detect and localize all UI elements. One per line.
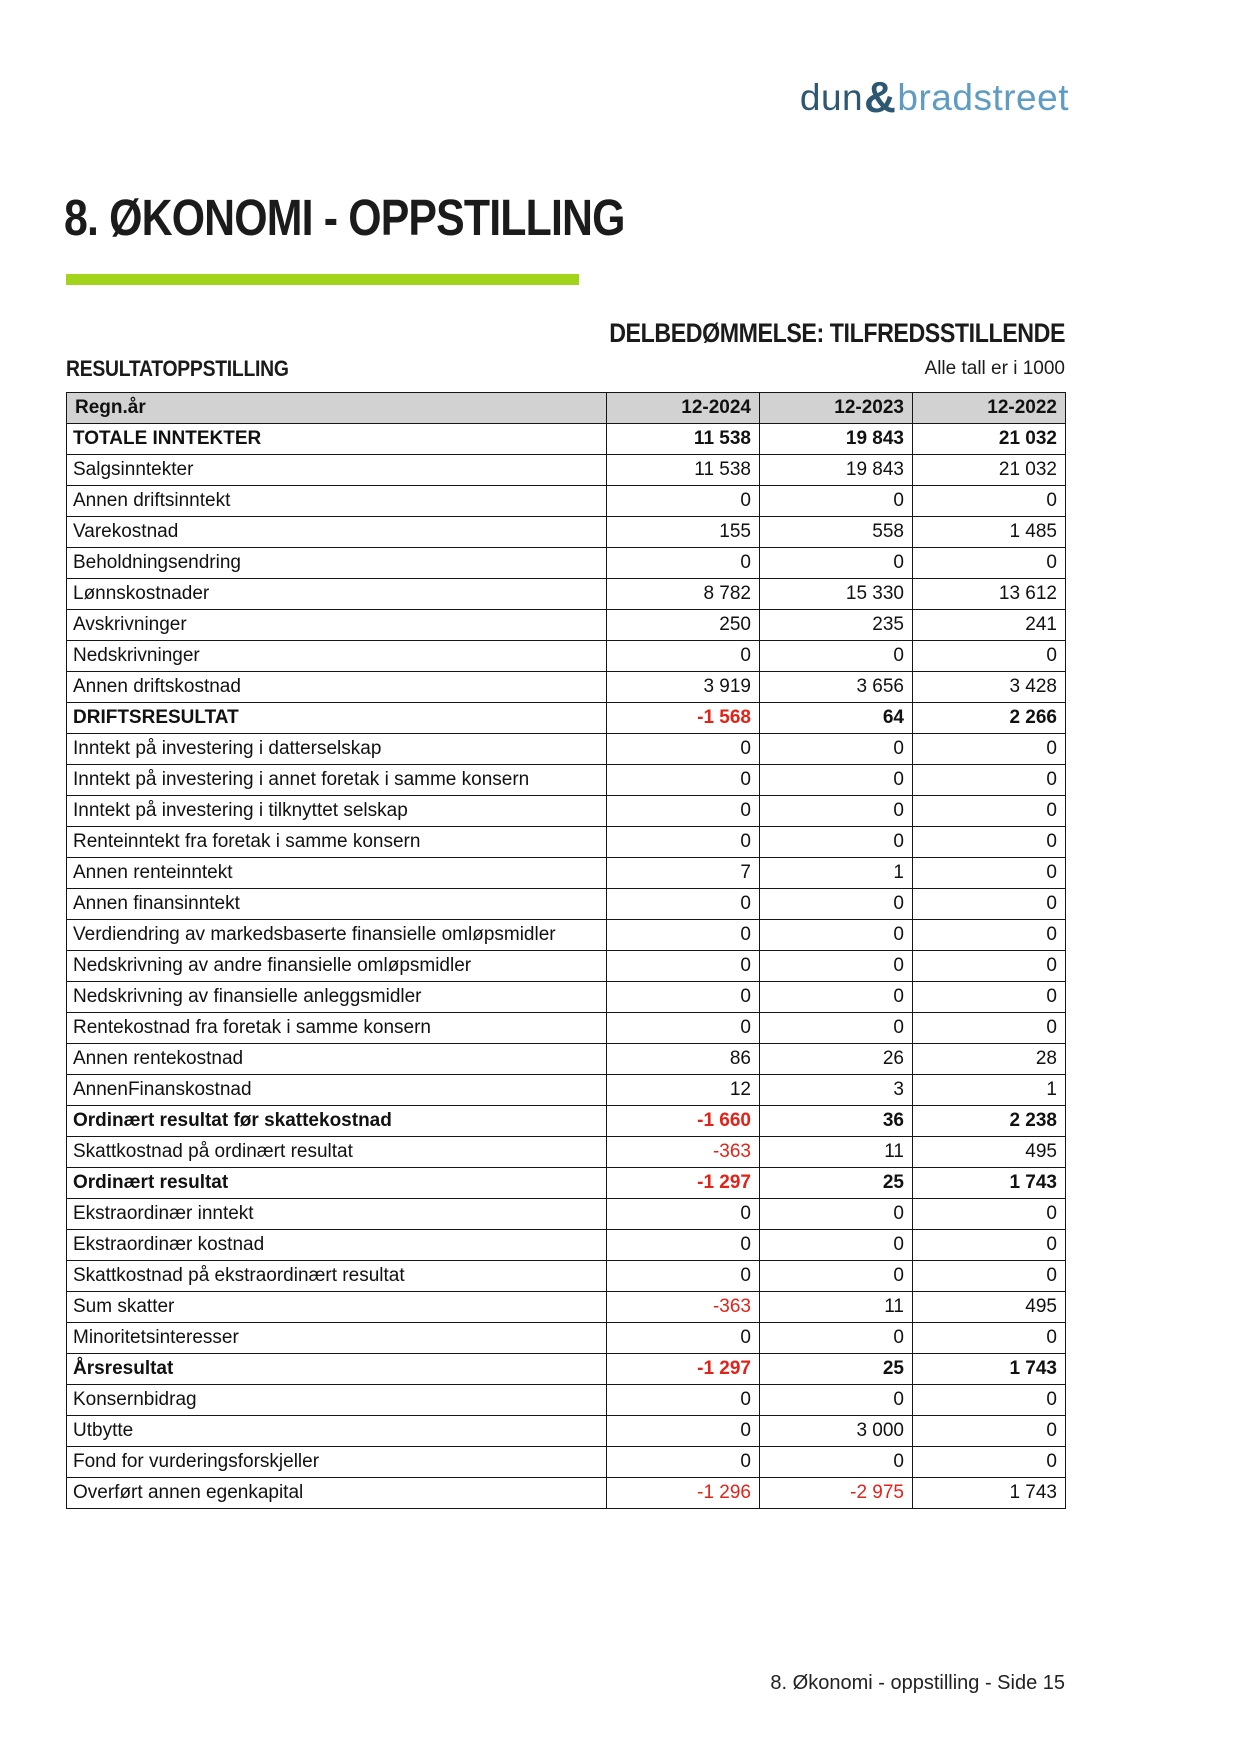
row-label: Ordinært resultat (67, 1168, 607, 1199)
row-value: 3 000 (760, 1416, 913, 1447)
table-body (67, 424, 1066, 1509)
row-value: 19 843 (760, 455, 913, 486)
row-value: 8 782 (607, 579, 760, 610)
row-label: Sum skatter (67, 1292, 607, 1323)
row-value: 0 (607, 951, 760, 982)
row-value: -363 (607, 1292, 760, 1323)
row-label: AnnenFinanskostnad (67, 1075, 607, 1106)
row-value: 0 (607, 796, 760, 827)
table-row (67, 517, 1066, 548)
row-value: 0 (913, 1199, 1066, 1230)
row-value: 0 (760, 734, 913, 765)
row-value: 495 (913, 1292, 1066, 1323)
row-value: 0 (913, 827, 1066, 858)
row-value: 235 (760, 610, 913, 641)
page-footer: 8. Økonomi - oppstilling - Side 15 (770, 1672, 1065, 1694)
row-value: 0 (913, 889, 1066, 920)
row-value: 3 656 (760, 672, 913, 703)
table-row (67, 1354, 1066, 1385)
row-value: 0 (760, 641, 913, 672)
table-row (67, 1416, 1066, 1447)
table-row (67, 796, 1066, 827)
row-value: 3 919 (607, 672, 760, 703)
row-value: 155 (607, 517, 760, 548)
table-row (67, 1199, 1066, 1230)
table-row (67, 703, 1066, 734)
row-value: 19 843 (760, 424, 913, 455)
table-row (67, 424, 1066, 455)
table-row (67, 1261, 1066, 1292)
row-value: 0 (913, 1385, 1066, 1416)
table-row (67, 889, 1066, 920)
row-value: 1 743 (913, 1354, 1066, 1385)
row-value: 0 (607, 765, 760, 796)
row-value: 0 (760, 1199, 913, 1230)
row-label: DRIFTSRESULTAT (67, 703, 607, 734)
table-row (67, 858, 1066, 889)
row-value: 0 (607, 641, 760, 672)
row-value: 0 (760, 1447, 913, 1478)
row-value: 558 (760, 517, 913, 548)
row-value: 0 (913, 920, 1066, 951)
row-value: 0 (607, 1323, 760, 1354)
table-header-row (67, 393, 1066, 424)
row-value: 0 (913, 1416, 1066, 1447)
row-label: Ordinært resultat før skattekostnad (67, 1106, 607, 1137)
row-value: 0 (607, 889, 760, 920)
table-row (67, 1106, 1066, 1137)
row-value: 0 (760, 951, 913, 982)
table-row (67, 765, 1066, 796)
row-value: 0 (607, 1447, 760, 1478)
row-label: Rentekostnad fra foretak i samme konsern (67, 1013, 607, 1044)
row-value: 7 (607, 858, 760, 889)
row-value: 0 (913, 1230, 1066, 1261)
row-label: Minoritetsinteresser (67, 1323, 607, 1354)
row-value: 0 (607, 1199, 760, 1230)
row-value: 26 (760, 1044, 913, 1075)
table-row (67, 1075, 1066, 1106)
row-value: 21 032 (913, 455, 1066, 486)
row-value: 0 (760, 920, 913, 951)
table-row (67, 579, 1066, 610)
logo-text-dun: dun (799, 77, 864, 118)
row-value: 0 (913, 486, 1066, 517)
row-value: -1 296 (607, 1478, 760, 1509)
row-value: 0 (913, 765, 1066, 796)
row-value: -1 297 (607, 1168, 760, 1199)
row-value: 1 743 (913, 1168, 1066, 1199)
row-value: 0 (760, 827, 913, 858)
row-value: 241 (913, 610, 1066, 641)
row-value: 0 (760, 1013, 913, 1044)
row-label: Annen driftskostnad (67, 672, 607, 703)
row-label: TOTALE INNTEKTER (67, 424, 607, 455)
row-value: 0 (607, 1013, 760, 1044)
row-value: 11 538 (607, 455, 760, 486)
row-label: Annen driftsinntekt (67, 486, 607, 517)
table-row (67, 641, 1066, 672)
table-row (67, 1478, 1066, 1509)
row-label: Konsernbidrag (67, 1385, 607, 1416)
row-value: 0 (607, 548, 760, 579)
row-value: 2 266 (913, 703, 1066, 734)
row-value: 86 (607, 1044, 760, 1075)
row-value: 64 (760, 703, 913, 734)
row-value: 1 (913, 1075, 1066, 1106)
row-value: 21 032 (913, 424, 1066, 455)
income-statement-table (66, 392, 1066, 1509)
row-value: 0 (760, 1385, 913, 1416)
row-label: Annen rentekostnad (67, 1044, 607, 1075)
row-value: 25 (760, 1168, 913, 1199)
table-row (67, 951, 1066, 982)
table-row (67, 455, 1066, 486)
row-value: 11 538 (607, 424, 760, 455)
title-underline-bar (66, 274, 579, 285)
units-note: Alle tall er i 1000 (924, 358, 1065, 379)
row-label: Salgsinntekter (67, 455, 607, 486)
row-value: 1 485 (913, 517, 1066, 548)
row-value: 0 (913, 641, 1066, 672)
row-label: Varekostnad (67, 517, 607, 548)
row-label: Annen finansinntekt (67, 889, 607, 920)
row-label: Skattkostnad på ekstraordinært resultat (67, 1261, 607, 1292)
logo-ampersand-icon: & (864, 73, 897, 122)
table-row (67, 486, 1066, 517)
column-header-year: 12-2022 (913, 393, 1066, 424)
row-value: 25 (760, 1354, 913, 1385)
row-value: -1 568 (607, 703, 760, 734)
row-value: 0 (913, 734, 1066, 765)
row-label: Inntekt på investering i tilknyttet selskap (67, 796, 607, 827)
table-row (67, 548, 1066, 579)
table-row (67, 610, 1066, 641)
table-row (67, 734, 1066, 765)
row-label: Verdiendring av markedsbaserte finansielle omløpsmidler (67, 920, 607, 951)
table-row (67, 672, 1066, 703)
row-value: 1 743 (913, 1478, 1066, 1509)
table-row (67, 1168, 1066, 1199)
row-label: Årsresultat (67, 1354, 607, 1385)
row-value: -363 (607, 1137, 760, 1168)
row-value: 0 (607, 827, 760, 858)
row-label: Nedskrivning av andre finansielle omløpsmidler (67, 951, 607, 982)
row-value: 0 (913, 1013, 1066, 1044)
row-label: Beholdningsendring (67, 548, 607, 579)
row-value: 13 612 (913, 579, 1066, 610)
row-value: 0 (913, 1323, 1066, 1354)
row-value: 0 (760, 1230, 913, 1261)
table-row (67, 1292, 1066, 1323)
row-value: 3 428 (913, 672, 1066, 703)
row-value: 0 (607, 1230, 760, 1261)
row-value: 0 (760, 548, 913, 579)
row-label: Skattkostnad på ordinært resultat (67, 1137, 607, 1168)
row-value: 0 (607, 920, 760, 951)
row-value: -1 660 (607, 1106, 760, 1137)
row-value: 0 (913, 858, 1066, 889)
row-value: 0 (760, 765, 913, 796)
page-title: 8. ØKONOMI - OPPSTILLING (64, 189, 625, 246)
row-label: Avskrivninger (67, 610, 607, 641)
row-label: Lønnskostnader (67, 579, 607, 610)
row-label: Nedskrivning av finansielle anleggsmidler (67, 982, 607, 1013)
row-label: Nedskrivninger (67, 641, 607, 672)
row-value: 0 (760, 889, 913, 920)
column-header-year: 12-2023 (760, 393, 913, 424)
row-value: 0 (607, 486, 760, 517)
income-statement-table-wrapper (66, 392, 1065, 1509)
row-value: 2 238 (913, 1106, 1066, 1137)
row-value: -1 297 (607, 1354, 760, 1385)
row-value: 11 (760, 1137, 913, 1168)
row-value: 12 (607, 1075, 760, 1106)
row-label: Fond for vurderingsforskjeller (67, 1447, 607, 1478)
row-value: 0 (913, 796, 1066, 827)
row-value: 0 (760, 796, 913, 827)
row-label: Overført annen egenkapital (67, 1478, 607, 1509)
row-value: 36 (760, 1106, 913, 1137)
row-value: 0 (607, 982, 760, 1013)
table-row (67, 1323, 1066, 1354)
row-value: 1 (760, 858, 913, 889)
row-label: Ekstraordinær kostnad (67, 1230, 607, 1261)
row-label: Renteinntekt fra foretak i samme konsern (67, 827, 607, 858)
row-label: Inntekt på investering i annet foretak i samme konsern (67, 765, 607, 796)
dun-bradstreet-logo (799, 73, 1069, 122)
table-row (67, 1447, 1066, 1478)
table-row (67, 1385, 1066, 1416)
row-value: 15 330 (760, 579, 913, 610)
column-header-year: 12-2024 (607, 393, 760, 424)
row-value: 0 (760, 1323, 913, 1354)
row-label: Annen renteinntekt (67, 858, 607, 889)
row-label: Utbytte (67, 1416, 607, 1447)
row-value: 28 (913, 1044, 1066, 1075)
row-label: Ekstraordinær inntekt (67, 1199, 607, 1230)
table-row (67, 827, 1066, 858)
row-value: 3 (760, 1075, 913, 1106)
row-value: 0 (913, 1261, 1066, 1292)
row-value: 495 (913, 1137, 1066, 1168)
row-value: 0 (760, 1261, 913, 1292)
column-header-label: Regn.år (67, 393, 607, 424)
row-value: 11 (760, 1292, 913, 1323)
row-value: 0 (760, 486, 913, 517)
table-row (67, 920, 1066, 951)
row-value: 250 (607, 610, 760, 641)
table-row (67, 1044, 1066, 1075)
row-value: 0 (607, 1385, 760, 1416)
row-value: 0 (607, 1416, 760, 1447)
row-value: -2 975 (760, 1478, 913, 1509)
table-row (67, 1230, 1066, 1261)
table-row (67, 982, 1066, 1013)
table-row (67, 1137, 1066, 1168)
row-value: 0 (913, 951, 1066, 982)
row-value: 0 (607, 1261, 760, 1292)
row-value: 0 (913, 548, 1066, 579)
table-section-title: RESULTATOPPSTILLING (66, 356, 289, 381)
assessment-heading: DELBEDØMMELSE: TILFREDSSTILLENDE (609, 318, 1065, 348)
row-value: 0 (760, 982, 913, 1013)
row-value: 0 (913, 1447, 1066, 1478)
row-label: Inntekt på investering i datterselskap (67, 734, 607, 765)
row-value: 0 (607, 734, 760, 765)
table-row (67, 1013, 1066, 1044)
row-value: 0 (913, 982, 1066, 1013)
logo-text-bradstreet: bradstreet (897, 77, 1069, 118)
